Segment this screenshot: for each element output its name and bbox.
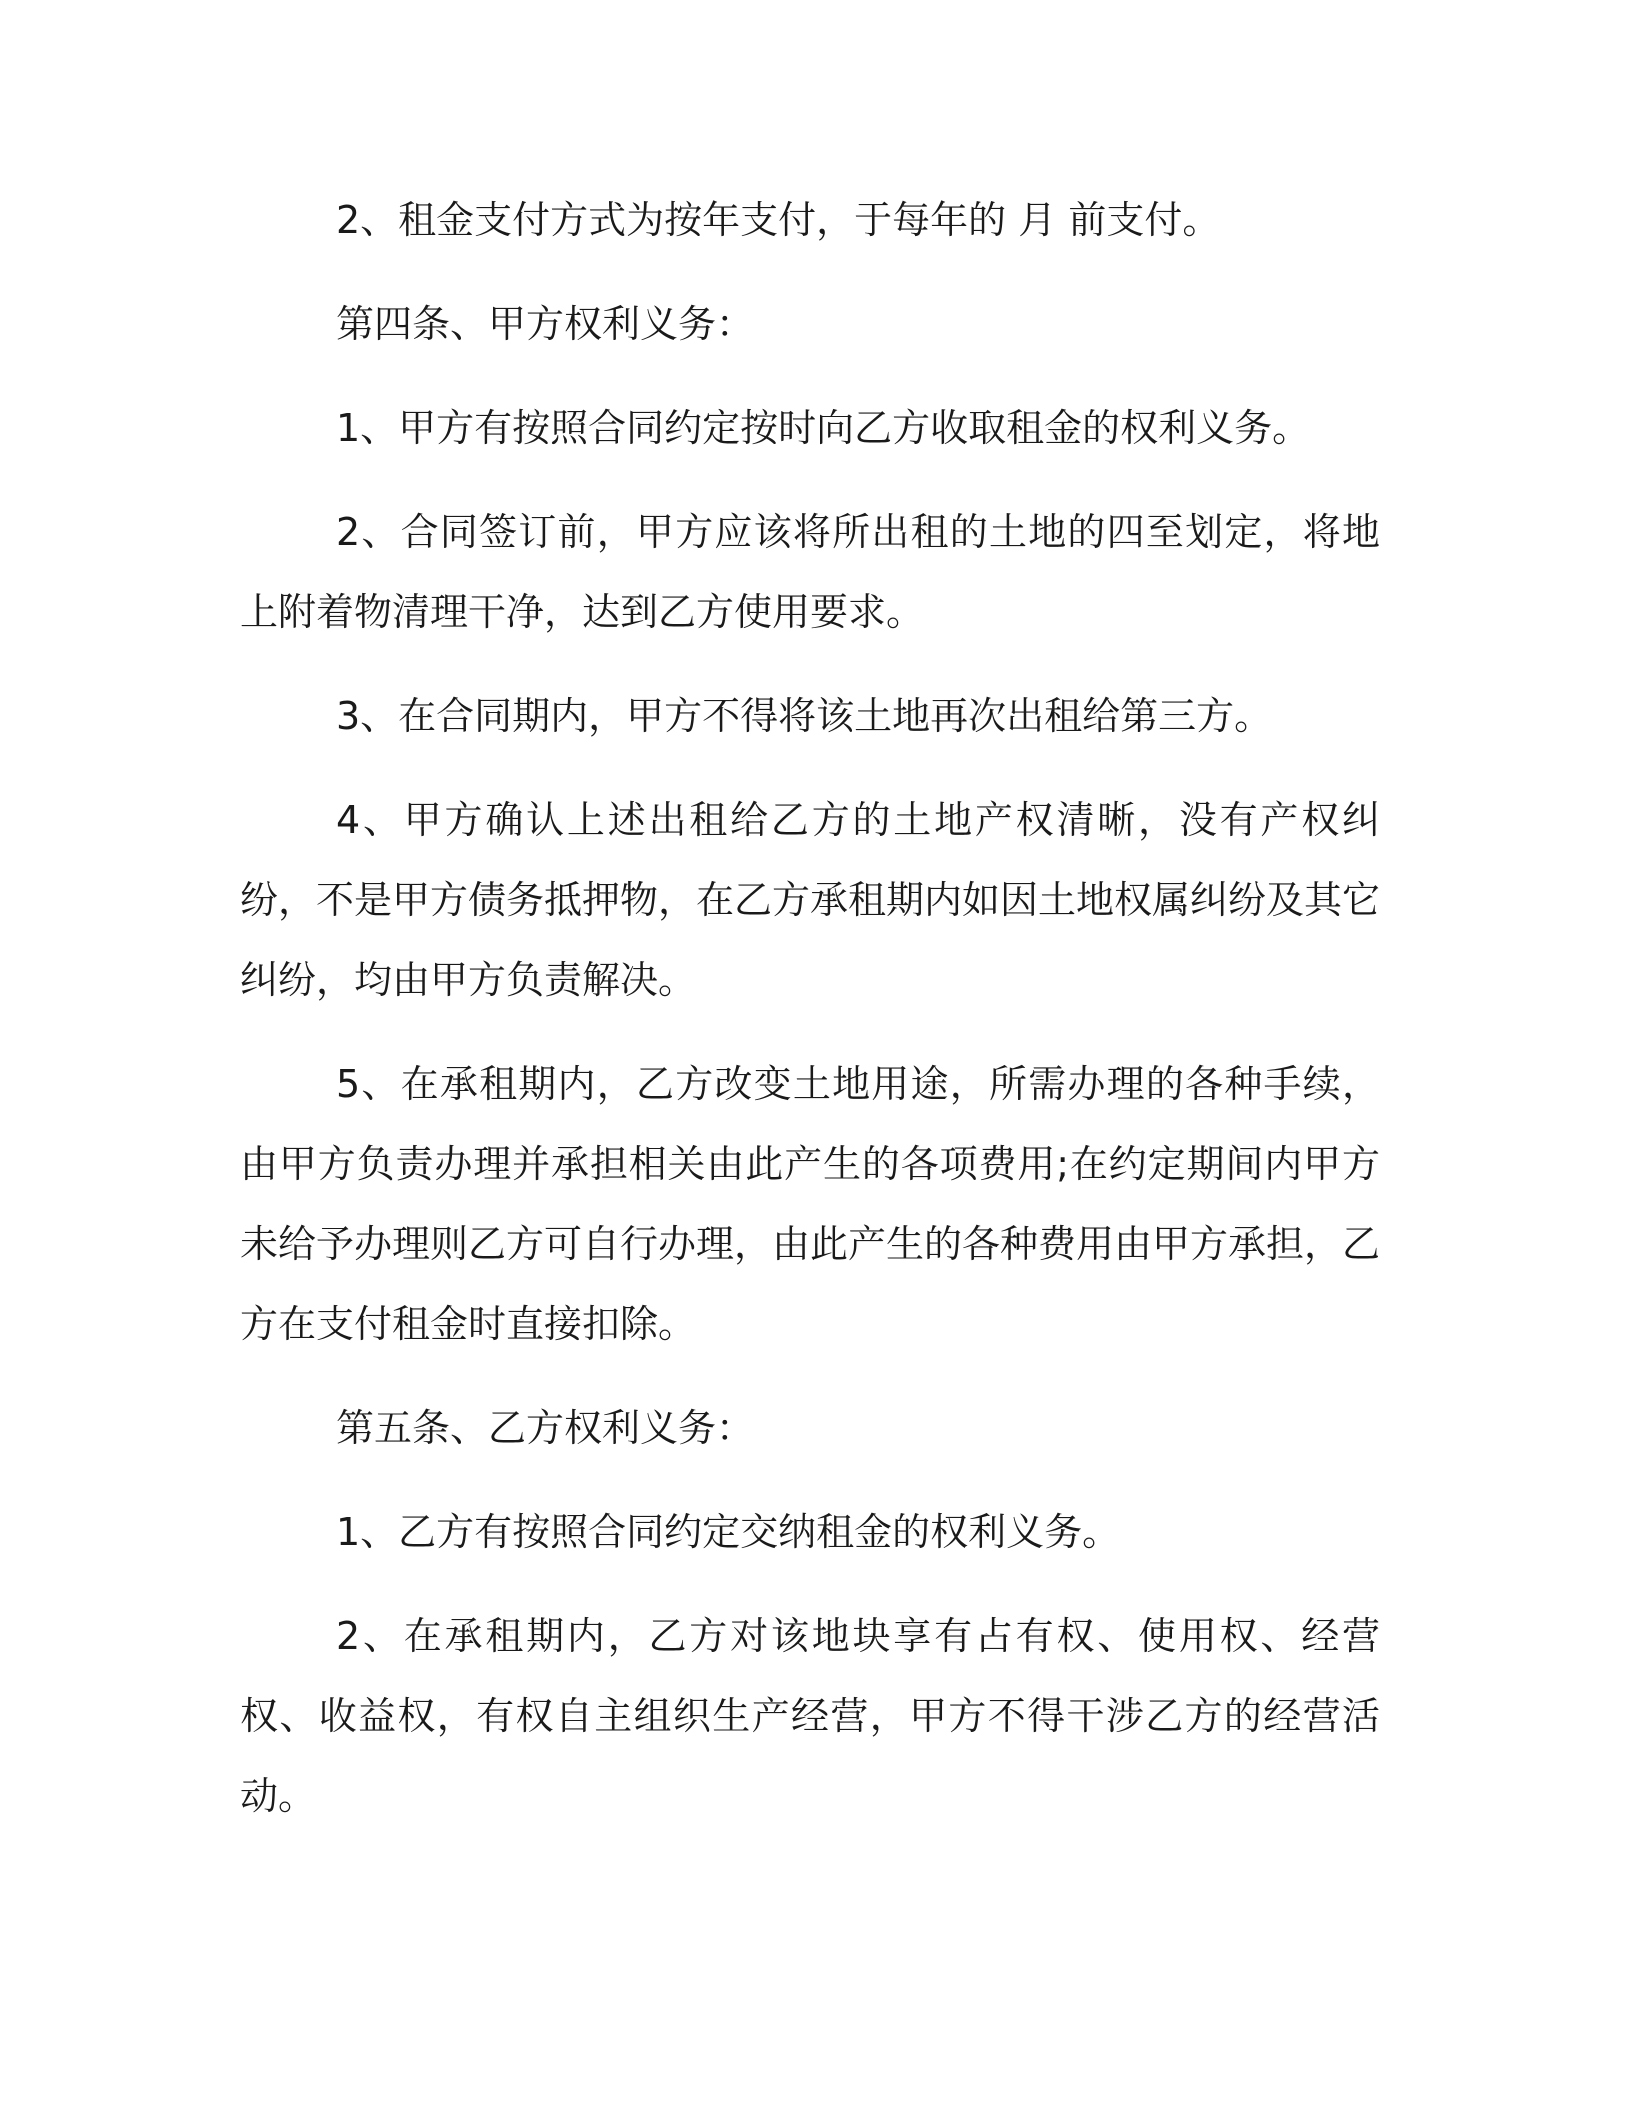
heading-article-4: 第四条、甲方权利义务：: [336, 302, 755, 346]
paragraph-article-4-item-2: 2、合同签订前，甲方应该将所出租的土地的四至划定，将地上附着物清理干净，达到乙方使用要求。: [240, 510, 1380, 634]
heading-article-5: 第五条、乙方权利义务：: [336, 1406, 755, 1450]
paragraph-article-5-item-2: 2、在承租期内，乙方对该地块享有占有权、使用权、经营权、收益权，有权自主组织生产经营，甲方不得干涉乙方的经营活动。: [240, 1614, 1380, 1818]
document-body: [240, 180, 1380, 1860]
paragraph-article-4-item-4: 4、甲方确认上述出租给乙方的土地产权清晰，没有产权纠纷，不是甲方债务抵押物，在乙方承租期内如因土地权属纠纷及其它纠纷，均由甲方负责解决。: [240, 798, 1381, 1002]
paragraph-article-4-item-5: 5、在承租期内，乙方改变土地用途，所需办理的各种手续，由甲方负责办理并承担相关由此产生的各项费用;在约定期间内甲方未给予办理则乙方可自行办理，由此产生的各种费用由甲方承担，乙方在支付租金时直接扣除。: [240, 1062, 1381, 1346]
paragraph-rent-payment: 2、租金支付方式为按年支付，于每年的 月 前支付。: [336, 198, 1221, 242]
paragraph-article-5-item-1: 1、乙方有按照合同约定交纳租金的权利义务。: [336, 1510, 1121, 1554]
paragraph-article-4-item-3: 3、在合同期内，甲方不得将该土地再次出租给第三方。: [336, 694, 1273, 738]
paragraph-article-4-item-1: 1、甲方有按照合同约定按时向乙方收取租金的权利义务。: [336, 406, 1311, 450]
